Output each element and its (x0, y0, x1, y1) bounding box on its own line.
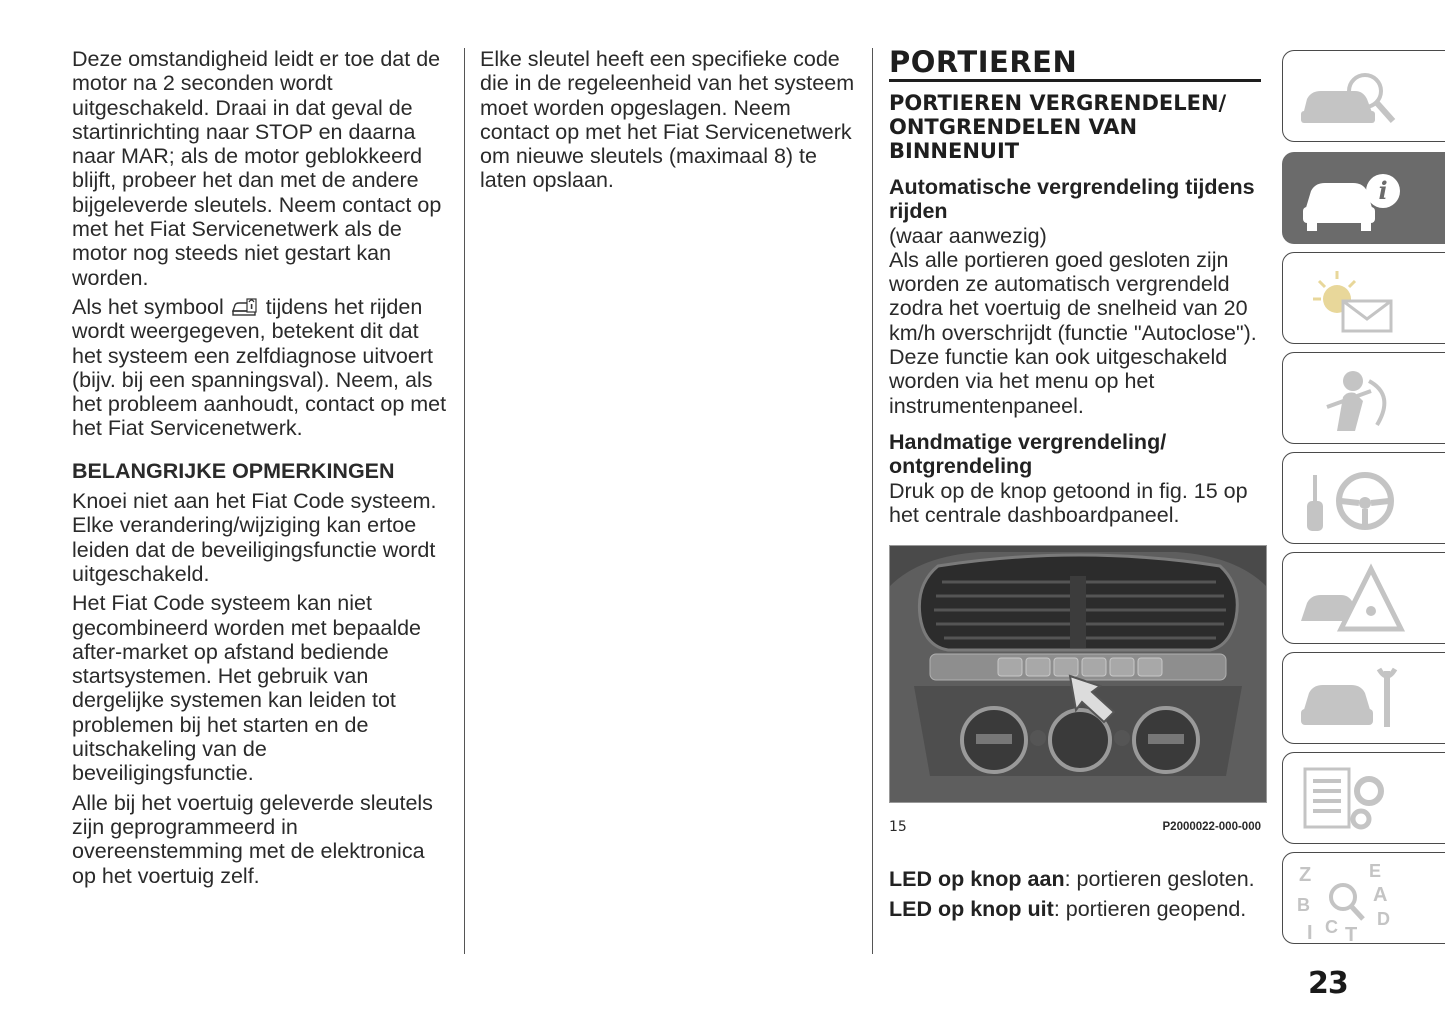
index-letter: B (1297, 895, 1310, 915)
warning-light-envelope-icon (1297, 261, 1407, 337)
car-info-icon (1297, 161, 1407, 237)
led-off-text: : portieren geopend. (1053, 896, 1247, 921)
column-1 (72, 47, 454, 893)
manual-lock-heading: Handmatige vergrendeling/ ontgrendeling (889, 429, 1167, 479)
led-on-label: LED op knop aan (889, 867, 1065, 892)
auto-lock-heading: Automatische vergrendeling tijdens rijden (889, 175, 1255, 224)
dashboard-photo (890, 546, 1266, 802)
paragraph: Het Fiat Code systeem kan niet gecombineerd worden met bepaalde after-market op afstand bediende startsystemen. Het gebruik van dergelijke systemen kan leiden tot problemen bij het starten en de uitschakeling van de beveiligingsfunctie. (72, 591, 422, 786)
index-letter: Z (1299, 864, 1312, 886)
dashboard-figure (889, 545, 1267, 803)
symbol-sentence-before: Als het symbool (72, 294, 224, 319)
tab-technical-data[interactable] (1282, 752, 1445, 844)
figure-number: 15 (889, 819, 907, 836)
led-off-line (889, 897, 1261, 921)
column-3 (889, 47, 1261, 926)
tab-safety[interactable] (1282, 352, 1445, 444)
paragraph-symbol (72, 295, 454, 441)
symbol-sentence-after: tijdens het rijden wordt weergegeven, betekent dit dat het systeem een zelfdiagnose uitvoert (bijv. bij een spanningsval). Neem, als het probleem aanhoudt, contact op met het Fiat Servicenetwerk. (72, 294, 447, 441)
figure-caption (889, 815, 1261, 839)
important-heading: BELANGRIJKE OPMERKINGEN (72, 458, 395, 483)
section-title: PORTIEREN VERGRENDELEN/ ONTGRENDELEN VAN BINNENUIT (889, 91, 1227, 163)
led-on-text: : portieren gesloten. (1064, 867, 1255, 892)
auto-lock-note: (waar aanwezig) (889, 223, 1047, 248)
figure-code: P2000022-000-000 (1162, 821, 1261, 834)
paragraph: Knoei niet aan het Fiat Code systeem. Elke verandering/wijziging kan ertoe leiden dat de beveiligingsfunctie wordt uitgeschakeld. (72, 489, 437, 586)
tab-index[interactable] (1282, 852, 1445, 944)
paragraph: Deze omstandigheid leidt er toe dat de motor na 2 seconden wordt uitgeschakeld. Draai in dat geval de startinrichting naar STOP en daarna naar MAR; als de motor geblokkeerd blijft, probeer het dan met de andere bijgeleverde sleutels. Neem contact op met het Fiat Servicenetwerk als de motor nog steeds niet gestart kan worden. (72, 47, 442, 290)
car-wrench-icon (1297, 661, 1407, 737)
paragraph: Alle bij het voertuig geleverde sleutels zijn geprogrammeerd in overeenstemming met de elektronica op het voertuig zelf. (72, 790, 433, 888)
index-letter: C (1325, 917, 1338, 937)
tab-emergency[interactable] (1282, 552, 1445, 644)
led-off-label: LED op knop uit (889, 896, 1054, 921)
index-letter: T (1345, 924, 1358, 941)
column-divider (464, 48, 465, 954)
specs-gears-icon (1297, 761, 1407, 837)
page-number: 23 (1308, 966, 1348, 1001)
tab-maintenance[interactable] (1282, 652, 1445, 744)
tab-starting-driving[interactable] (1282, 452, 1445, 544)
car-magnifier-icon (1297, 59, 1407, 135)
index-letter: D (1377, 909, 1390, 929)
tab-warning-lights[interactable] (1282, 252, 1445, 344)
airbag-person-icon (1297, 361, 1407, 437)
auto-lock-text: Als alle portieren goed gesloten zijn worden ze automatisch vergrendeld zodra het voertuig de snelheid van 20 km/h overschrijdt (functie "Autoclose"). Deze functie kan ook uitgeschakeld worden via het menu op het instrumentenpaneel. (889, 247, 1257, 418)
car-lock-symbol-icon (230, 296, 260, 318)
index-letter: I (1307, 922, 1313, 941)
car-breakdown-triangle-icon (1297, 561, 1407, 637)
svg-text:i: i (1378, 176, 1388, 205)
led-on-line (889, 867, 1261, 891)
index-letter: E (1369, 861, 1382, 881)
manual-lock-text: Druk op de knop getoond in fig. 15 op het centrale dashboardpaneel. (889, 478, 1248, 527)
key-steering-wheel-icon (1297, 461, 1407, 537)
alphabet-index-icon (1297, 861, 1407, 941)
column-2 (480, 47, 858, 198)
chapter-title: PORTIEREN (889, 47, 1261, 82)
tab-car-info[interactable] (1282, 152, 1445, 244)
column-divider (872, 48, 873, 954)
index-letter: A (1373, 884, 1388, 906)
paragraph: Elke sleutel heeft een specifieke code die in de regeleenheid van het systeem moet worden opgeslagen. Neem contact op met het Fiat Servicenetwerk om nieuwe sleutels (maximaal 8) te laten opslaan. (480, 47, 855, 193)
tab-car-magnifier[interactable] (1282, 50, 1445, 142)
